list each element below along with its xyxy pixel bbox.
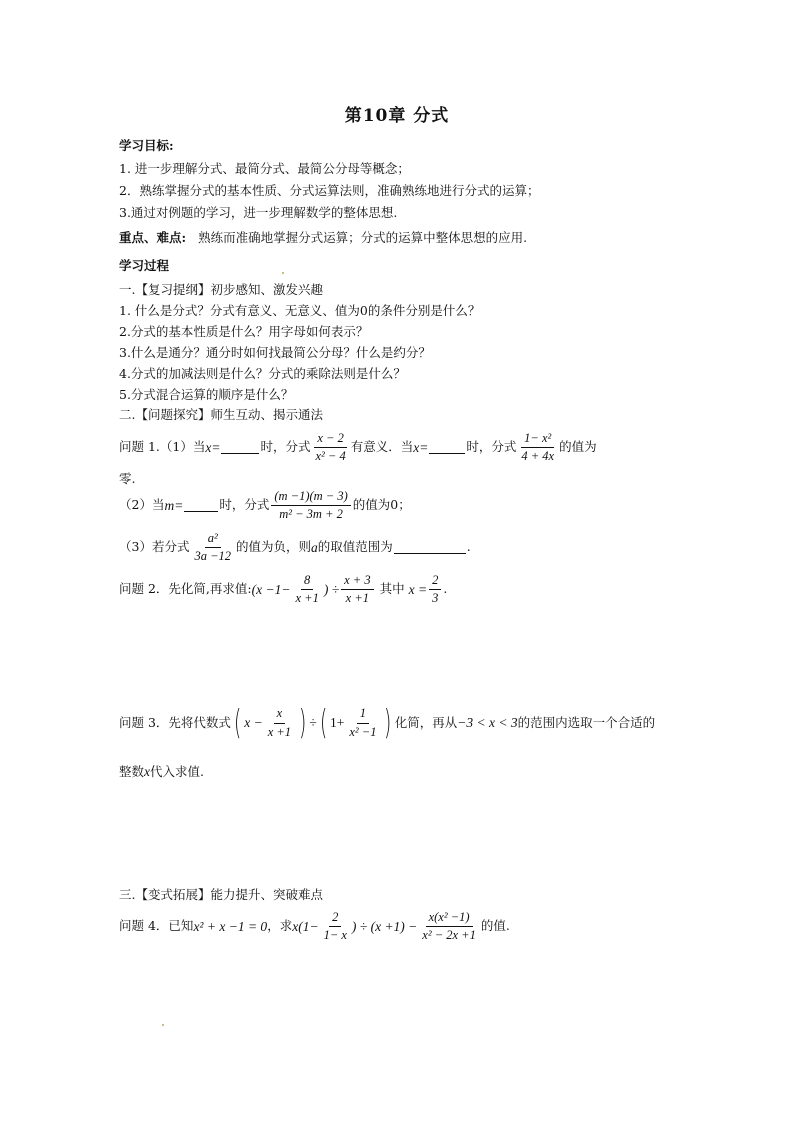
goal-item: 3.通过对例题的学习，进一步理解数学的整体思想. bbox=[119, 205, 398, 220]
text: 代入求值. bbox=[150, 764, 204, 779]
fraction bbox=[341, 574, 373, 605]
page-title: 第10章 分式 bbox=[344, 106, 450, 126]
text: （2）当 bbox=[119, 497, 165, 513]
numerator: 2 bbox=[429, 574, 441, 590]
section3-heading: 三.【变式拓展】能力提升、突破难点 bbox=[119, 887, 323, 902]
math: m= bbox=[164, 497, 184, 513]
answer-blank[interactable] bbox=[184, 499, 218, 512]
text: 时，分式 bbox=[260, 439, 311, 455]
numerator: x(x² −1) bbox=[426, 911, 473, 927]
text: . bbox=[443, 581, 448, 597]
math: x bbox=[144, 764, 151, 779]
denominator: x² − 4 bbox=[315, 449, 346, 464]
answer-blank[interactable] bbox=[221, 441, 259, 454]
review-item: 3.什么是通分？通分时如何找最简公分母？什么是约分？ bbox=[119, 345, 431, 360]
numerator: x − 2 bbox=[314, 432, 346, 448]
denominator: 4 + 4x bbox=[521, 449, 555, 464]
math: ) ÷ (x +1) − bbox=[351, 918, 418, 934]
text: 的值为0； bbox=[352, 497, 411, 513]
answer-blank[interactable] bbox=[429, 441, 465, 454]
fraction bbox=[191, 532, 234, 563]
text: 问题 4．已知 bbox=[119, 918, 194, 934]
keypoints-label: 重点、难点: bbox=[119, 230, 187, 245]
problem-1c bbox=[119, 532, 471, 563]
problem-1a-cont: 零. bbox=[119, 471, 136, 486]
math: x = bbox=[408, 581, 428, 597]
math: x − bbox=[244, 715, 263, 731]
denominator: x² − 2x +1 bbox=[422, 928, 476, 943]
left-paren: ( bbox=[319, 703, 328, 743]
denominator: x +1 bbox=[267, 724, 292, 739]
goal-item: 1. 进一步理解分式、最简分式、最简公分母等概念； bbox=[119, 161, 410, 176]
text: 的值为 bbox=[559, 439, 597, 455]
numerator: (m −1)(m − 3) bbox=[271, 490, 350, 506]
denominator: x +1 bbox=[345, 591, 370, 606]
section2-heading: 二.【问题探究】师生互动、揭示通法 bbox=[119, 407, 323, 422]
fraction bbox=[292, 574, 321, 605]
math: ) ÷ bbox=[323, 581, 340, 597]
text: 的值. bbox=[480, 918, 510, 934]
text: 的取值范围为 bbox=[317, 539, 393, 555]
review-item: 5.分式混合运算的顺序是什么？ bbox=[119, 387, 294, 402]
problem-4 bbox=[119, 911, 510, 942]
goals-heading: 学习目标: bbox=[119, 138, 174, 153]
text: ，求 bbox=[267, 918, 293, 934]
math: (x −1− bbox=[251, 581, 291, 597]
fraction bbox=[321, 911, 350, 942]
keypoints-text: 熟练而准确地掌握分式运算；分式的运算中整体思想的应用. bbox=[198, 230, 528, 245]
numerator: x bbox=[274, 707, 286, 723]
text: 问题 1.（1）当 bbox=[119, 439, 206, 455]
text: 整数 bbox=[119, 764, 145, 779]
right-paren: ) bbox=[299, 703, 307, 743]
review-item: 2.分式的基本性质是什么？用字母如何表示？ bbox=[119, 324, 369, 339]
denominator: m² − 3m + 2 bbox=[279, 507, 343, 522]
text: 问题 2．先化简,再求值: bbox=[119, 581, 252, 597]
stray-dot bbox=[162, 1024, 164, 1026]
numerator: 2 bbox=[329, 911, 341, 927]
text: 的值为负，则 bbox=[236, 539, 312, 555]
text: 的范围内选取一个合适的 bbox=[517, 714, 656, 730]
text: . bbox=[466, 539, 471, 555]
numerator: a² bbox=[205, 532, 221, 548]
math: x= bbox=[413, 439, 429, 455]
math: −3 < x < 3 bbox=[457, 715, 518, 731]
math: ÷ bbox=[309, 715, 317, 731]
goal-item: 2．熟练掌握分式的基本性质、分式运算法则，准确熟练地进行分式的运算； bbox=[119, 183, 540, 198]
denominator: x +1 bbox=[295, 591, 319, 606]
math: x(1− bbox=[292, 918, 319, 934]
denominator: 3 bbox=[432, 591, 439, 606]
text: 时，分式 bbox=[466, 439, 517, 455]
fraction bbox=[271, 490, 350, 521]
fraction bbox=[518, 432, 557, 463]
problem-1a bbox=[119, 432, 597, 463]
text: 时，分式 bbox=[219, 497, 270, 513]
denominator: 1− x bbox=[323, 928, 347, 943]
denominator: 3a −12 bbox=[194, 549, 232, 564]
text: （3）若分式 bbox=[119, 539, 190, 555]
numerator: 1− x² bbox=[521, 432, 554, 448]
answer-blank[interactable] bbox=[394, 541, 466, 554]
math: x² + x −1 = 0 bbox=[193, 918, 268, 934]
section1-heading: 一.【复习提纲】初步感知、激发兴趣 bbox=[119, 282, 323, 297]
left-paren: ( bbox=[233, 703, 242, 743]
numerator: x + 3 bbox=[341, 574, 373, 590]
math: a bbox=[311, 539, 318, 555]
process-heading: 学习过程 bbox=[119, 258, 170, 273]
text: 有意义．当 bbox=[350, 439, 414, 455]
problem-2 bbox=[119, 574, 447, 605]
fraction bbox=[265, 707, 294, 738]
review-item: 1. 什么是分式？分式有意义、无意义、值为0的条件分别是什么？ bbox=[119, 303, 481, 318]
problem-1b bbox=[119, 490, 411, 521]
fraction bbox=[429, 574, 441, 605]
text: 其中 bbox=[379, 581, 405, 597]
denominator: x² −1 bbox=[349, 724, 377, 739]
numerator: 8 bbox=[301, 574, 313, 590]
text: 问题 3．先将代数式 bbox=[119, 714, 231, 730]
math: 1+ bbox=[330, 715, 345, 731]
problem-3-cont bbox=[119, 765, 204, 779]
fraction bbox=[312, 432, 348, 463]
fraction bbox=[346, 707, 379, 738]
text: 化简，再从 bbox=[394, 714, 458, 730]
keypoints bbox=[119, 232, 527, 245]
right-paren: ) bbox=[384, 703, 392, 743]
review-item: 4.分式的加减法则是什么？分式的乘除法则是什么？ bbox=[119, 366, 406, 381]
numerator: 1 bbox=[357, 707, 369, 723]
fraction bbox=[419, 911, 479, 942]
stray-dot bbox=[282, 272, 284, 274]
math: x= bbox=[205, 439, 221, 455]
problem-3 bbox=[119, 703, 656, 743]
